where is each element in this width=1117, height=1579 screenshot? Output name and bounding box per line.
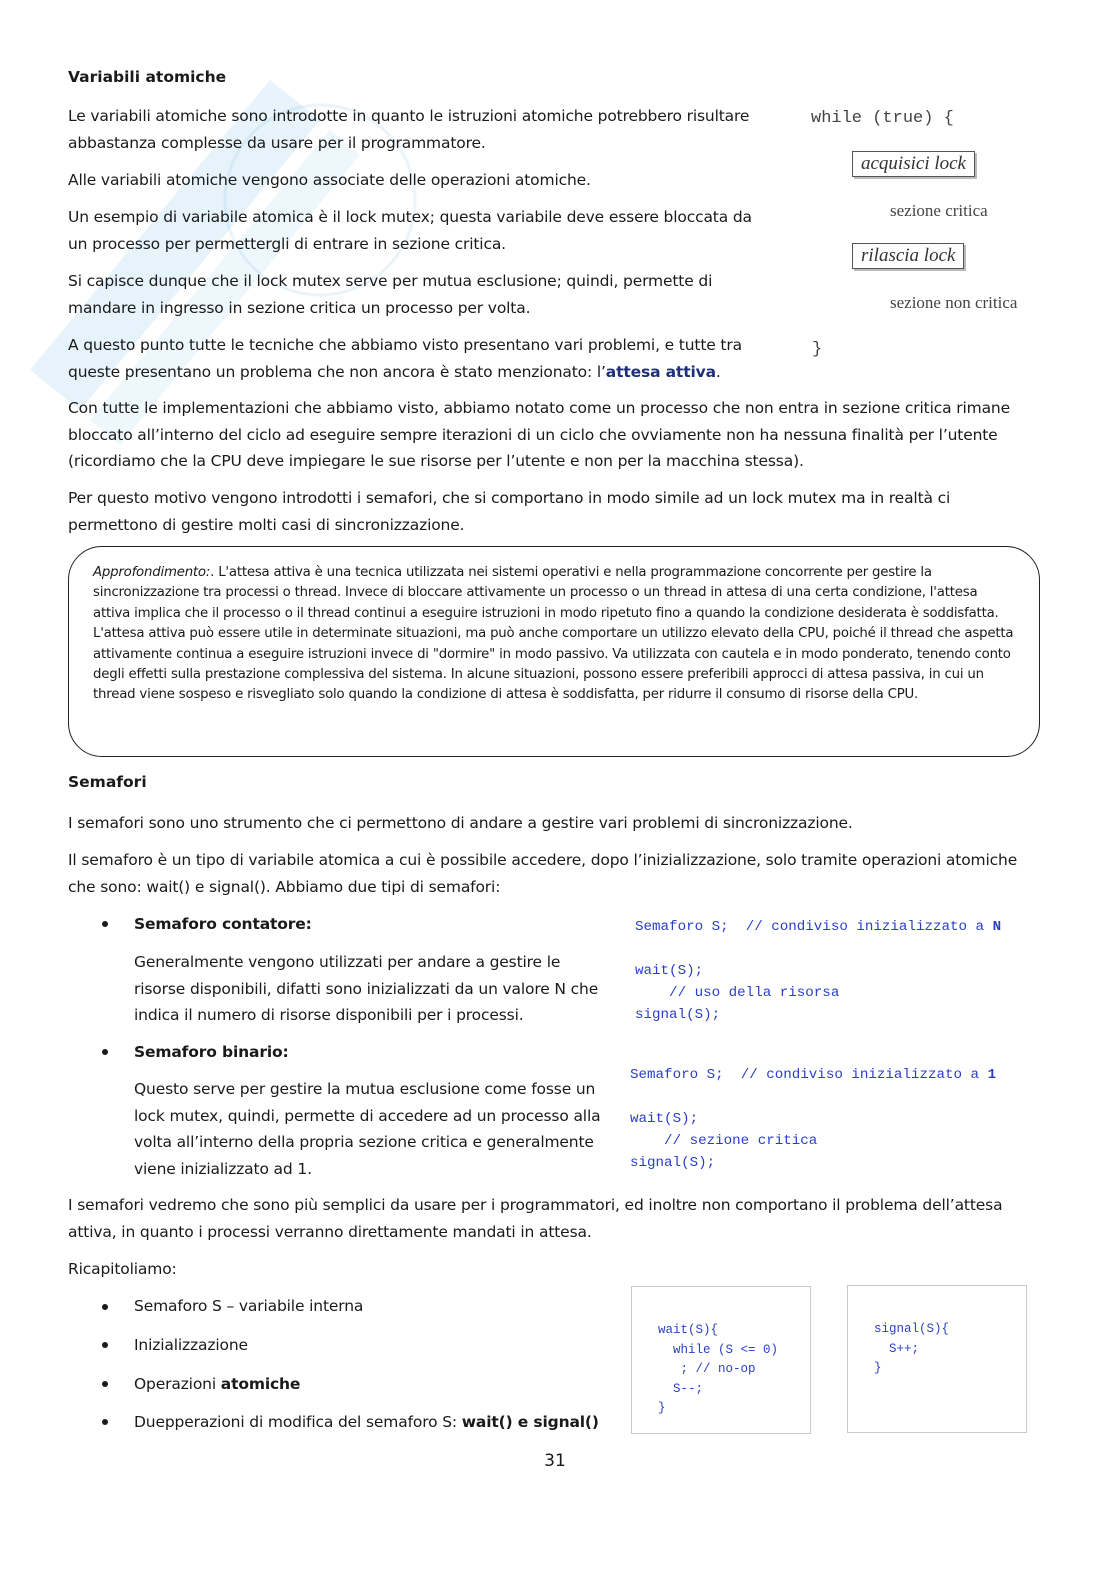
figure-close-brace: } <box>812 340 823 359</box>
recap-item: Semaforo S – variabile interna <box>134 1297 364 1315</box>
recap-item: Inizializzazione <box>134 1336 248 1354</box>
bullet-dot <box>102 921 108 927</box>
critical-section-label: sezione critica <box>890 201 988 220</box>
note-paragraph-1: Approfondimento:. L'attesa attiva è una tecnica utilizzata nei sistemi operativi e nella programmazione concorrente per gestire la sincronizzazione tra processi o thread. Invece di bloccare attivamente un processo o un thread in attesa di una certa condizione, l'attesa attiva implica che il processo o il thread continui a eseguire istruzioni in modo ripetuto fino a quando la condizione desiderata è soddisfatta. <box>93 565 999 621</box>
acquire-lock-box: acquisici lock <box>852 151 975 177</box>
recap-item: Duepperazioni di modifica del semaforo S: wait() e signal() <box>134 1413 599 1431</box>
paragraph-atomic-ops: Alle variabili atomiche vengono associate delle operazioni atomiche. <box>68 171 591 189</box>
bullet-dot <box>102 1304 108 1310</box>
wait-code-frame <box>631 1286 811 1434</box>
paragraph-semaphores-simpler: I semafori vedremo che sono più semplici da usare per i programmatori, ed inoltre non comportano il problema dell’attesa attiva, in quanto i processi verranno direttamente mandati in attesa. <box>68 1196 1003 1241</box>
paragraph-mutual-exclusion: Si capisce dunque che il lock mutex serve per mutua esclusione; quindi, permette di mandare in ingresso in sezione critica un processo per volta. <box>68 272 713 317</box>
wait-code: wait(S){ while (S <= 0) ; // no-op S--; } <box>658 1323 779 1415</box>
bullet-dot <box>102 1342 108 1348</box>
code-counter-semaphore: Semaforo S; // condiviso inizializzato a N wait(S); // uso della risorsa signal(S); <box>635 919 1002 1023</box>
paragraph-implementations: Con tutte le implementazioni che abbiamo visto, abbiamo notato come un processo che non entra in sezione critica rimane bloccato all’interno del ciclo ad eseguire sempre iterazioni di un ciclo che ovviamente non ha nessuna finalità per l’utente (ricordiamo che la CPU deve impiegare le sue risorse per l’utente e non per la macchina stessa). <box>68 399 1010 470</box>
binary-semaphore-title: Semaforo binario: <box>134 1043 289 1061</box>
signal-code: signal(S){ S++; } <box>874 1322 950 1375</box>
paragraph-atomic-intro: Le variabili atomiche sono introdotte in quanto le istruzioni atomiche potrebbero risultare abbastanza complesse da usare per il programmatore. <box>68 107 750 152</box>
release-lock-box: rilascia lock <box>852 243 964 269</box>
signal-code-frame <box>847 1285 1027 1433</box>
recap-label: Ricapitoliamo: <box>68 1260 177 1278</box>
section-title-semaphores: Semafori <box>68 773 147 791</box>
paragraph-semaphore-definition: Il semaforo è un tipo di variabile atomica a cui è possibile accedere, dopo l’inizializzazione, solo tramite operazioni atomiche che sono: wait() e signal(). Abbiamo due tipi di semafori: <box>68 851 1018 896</box>
code-binary-semaphore: Semaforo S; // condiviso inizializzato a 1 wait(S); // sezione critica signal(S); <box>630 1067 997 1171</box>
bullet-dot <box>102 1381 108 1387</box>
section-title-atomic: Variabili atomiche <box>68 68 227 86</box>
figure-while-line: while (true) { <box>811 109 954 128</box>
lock-figure <box>800 100 1060 370</box>
counter-semaphore-title: Semaforo contatore: <box>134 915 312 933</box>
bullet-dot <box>102 1049 108 1055</box>
page-number: 31 <box>544 1451 566 1471</box>
counter-semaphore-text: Generalmente vengono utilizzati per andare a gestire le risorse disponibili, difatti sono inizializzati da un valore N che indica il numero di risorse disponibili per i processi. <box>134 953 599 1024</box>
binary-semaphore-text: Questo serve per gestire la mutua esclusione come fosse un lock mutex, quindi, permette di accedere ad un processo alla volta all’interno della propria sezione critica e generalmente viene inizializzato ad 1. <box>134 1080 601 1178</box>
note-box <box>68 546 1040 757</box>
noncritical-section-label: sezione non critica <box>890 293 1018 312</box>
paragraph-semaphores-intro: Per questo motivo vengono introdotti i semafori, che si comportano in modo simile ad un lock mutex ma in realtà ci permettono di gestire molti casi di sincronizzazione. <box>68 489 951 534</box>
paragraph-semaphores-tool: I semafori sono uno strumento che ci permettono di andare a gestire vari problemi di sincronizzazione. <box>68 814 853 832</box>
note-paragraph-2: L'attesa attiva può essere utile in determinate situazioni, ma può anche comportare un utilizzo elevato della CPU, poiché il thread che aspetta attivamente continua a eseguire istruzioni invece di "dormire" in modo passivo. Va utilizzata con cautela e in modo ponderato, tenendo conto degli effetti sulla prestazione complessiva del sistema. In alcune situazioni, possono essere preferibili approcci di attesa passiva, in cui un thread viene sospeso e risvegliato solo quando la condizione di attesa è soddisfatta, per ridurre il consumo di risorse della CPU. <box>93 626 1014 703</box>
paragraph-busy-wait: A questo punto tutte le tecniche che abbiamo visto presentano vari problemi, e tutte tra queste presentano un problema che non ancora è stato menzionato: l’attesa attiva. <box>68 336 742 381</box>
recap-item: Operazioni atomiche <box>134 1375 301 1393</box>
bullet-dot <box>102 1419 108 1425</box>
paragraph-lock-mutex: Un esempio di variabile atomica è il lock mutex; questa variabile deve essere bloccata da un processo per permettergli di entrare in sezione critica. <box>68 208 752 253</box>
